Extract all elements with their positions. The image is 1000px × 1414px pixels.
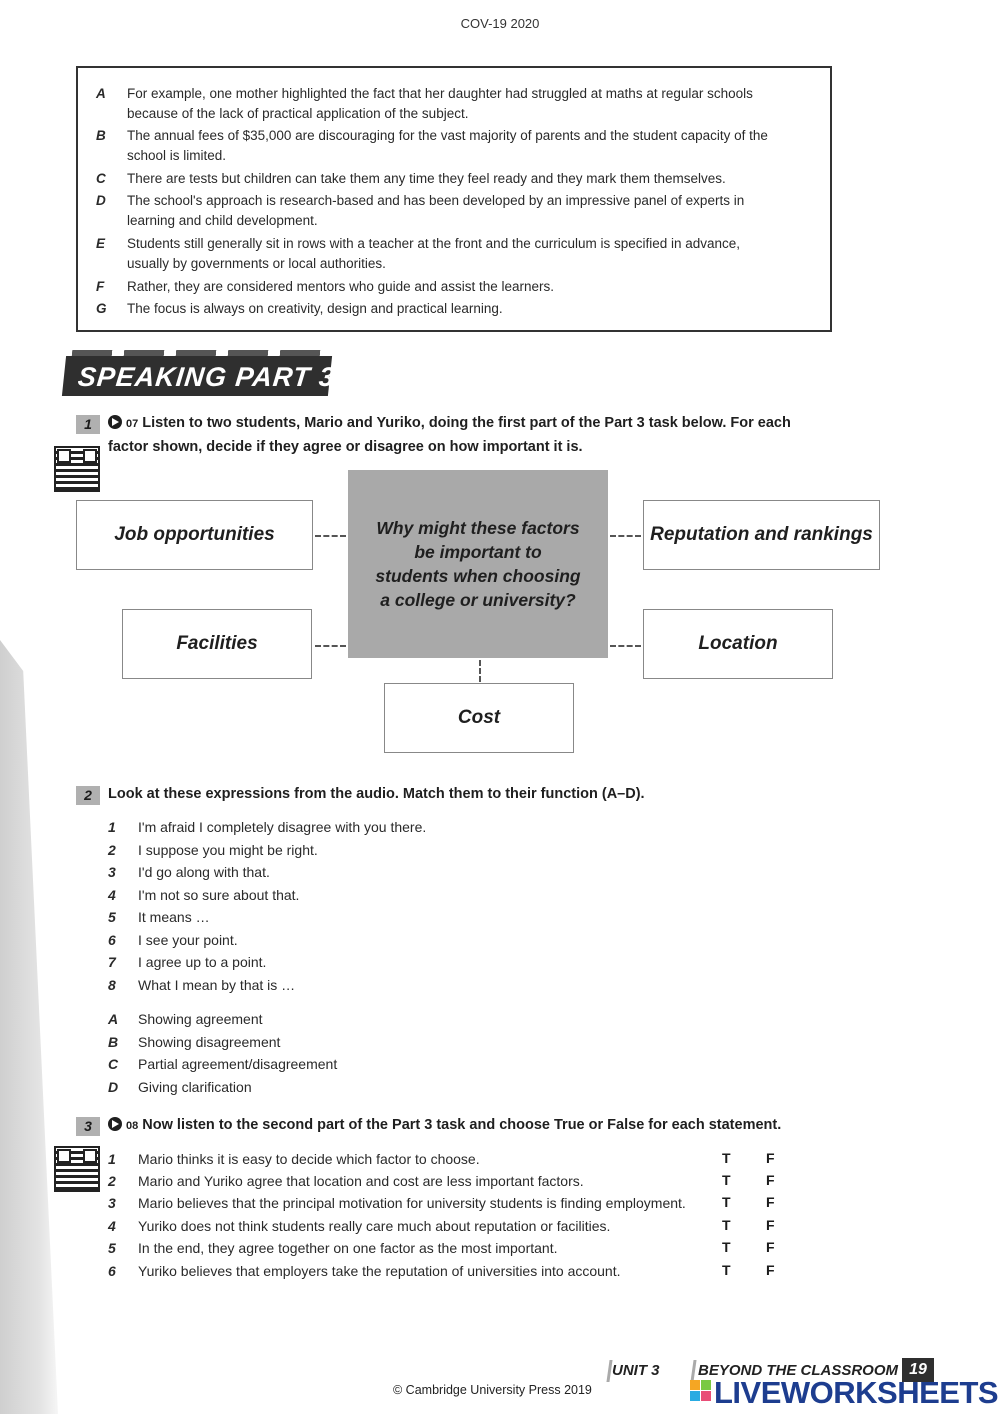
option-text: because of the lack of practical application of the subject. [127,106,469,121]
function-letter: D [108,1079,119,1095]
statement-number: 1 [108,1151,116,1167]
statement-number: 4 [108,1218,116,1234]
option-letter: C [96,171,106,186]
qr-code-icon[interactable] [54,1146,100,1192]
question-number-2: 2 [76,786,100,805]
expression-text: I'd go along with that. [138,864,270,880]
page-header: COV-19 2020 [460,16,540,31]
expression-text: I see your point. [138,932,238,948]
question-number-1: 1 [76,415,100,434]
statement-text: In the end, they agree together on one factor as the most important. [138,1240,558,1256]
function-text: Giving clarification [138,1079,252,1095]
expression-text: I'm afraid I completely disagree with you there. [138,819,427,835]
option-text: usually by governments or local authorities. [127,256,386,271]
audio-track-icon[interactable] [108,1117,122,1131]
statement-text: Mario thinks it is easy to decide which factor to choose. [138,1151,480,1167]
false-option[interactable]: F [766,1217,775,1233]
true-option[interactable]: T [722,1239,731,1255]
false-option[interactable]: F [766,1262,775,1278]
option-letter: A [96,86,106,101]
statement-number: 5 [108,1240,116,1256]
audio-track-icon[interactable] [108,415,122,429]
statement-number: 3 [108,1195,116,1211]
question-number-3: 3 [76,1117,100,1136]
question-2-instruction: Look at these expressions from the audio. Match them to their function (A–D). [108,786,645,802]
copyright: © Cambridge University Press 2019 [393,1383,592,1397]
central-question-line: a college or university? [380,590,576,610]
false-option[interactable]: F [766,1150,775,1166]
option-text: The focus is always on creativity, design and practical learning. [127,301,503,316]
audio-track-number: 08 [126,1120,139,1132]
question-1-instruction [108,412,838,459]
section-title: SPEAKING PART 3 [76,362,337,392]
footer-title: BEYOND THE CLASSROOM [698,1362,899,1379]
qr-code-icon[interactable] [54,446,100,492]
connector-line [610,535,641,537]
factor-facilities: Facilities [122,609,312,679]
option-text: The school's approach is research-based and has been developed by an impressive panel of experts in [127,193,745,208]
function-letter: C [108,1056,119,1072]
function-letter: A [108,1011,119,1027]
expression-number: 8 [108,977,116,993]
central-question-line: students when choosing [375,566,581,586]
central-question-line: be important to [414,542,542,562]
expression-number: 5 [108,909,116,925]
audio-track-number: 07 [126,418,139,430]
false-option[interactable]: F [766,1239,775,1255]
statement-number: 2 [108,1173,116,1189]
option-text: Rather, they are considered mentors who guide and assist the learners. [127,279,554,294]
option-letter: G [96,301,107,316]
option-letter: B [96,128,106,143]
statement-text: Mario and Yuriko agree that location and cost are less important factors. [138,1173,584,1189]
option-text: The annual fees of $35,000 are discouraging for the vast majority of parents and the student capacity of the [127,128,768,143]
option-text: learning and child development. [127,213,318,228]
function-letter: B [108,1034,119,1050]
statement-text: Yuriko believes that employers take the reputation of universities into account. [138,1263,621,1279]
true-option[interactable]: T [722,1150,731,1166]
q3-instruction-text: Now listen to the second part of the Part 3 task and choose True or False for each statement. [142,1117,782,1133]
connector-line [315,645,346,647]
liveworksheets-logo-icon [690,1380,712,1402]
factor-job-opportunities: Job opportunities [76,500,313,570]
connector-line [315,535,346,537]
expression-text: I suppose you might be right. [138,842,318,858]
diagram-central-question [348,470,608,658]
footer-unit: UNIT 3 [612,1362,660,1379]
expression-number: 7 [108,954,116,970]
factor-reputation-and-rankings: Reputation and rankings [643,500,880,570]
connector-line [610,645,641,647]
question-3-instruction [108,1114,781,1138]
statement-number: 6 [108,1263,116,1279]
true-option[interactable]: T [722,1262,731,1278]
option-letter: D [96,193,106,208]
options-box [76,66,832,332]
factor-cost: Cost [384,683,574,753]
false-option[interactable]: F [766,1172,775,1188]
expression-text: I agree up to a point. [138,954,267,970]
option-text: school is limited. [127,148,227,163]
false-option[interactable]: F [766,1194,775,1210]
expression-number: 1 [108,819,116,835]
expression-number: 2 [108,842,116,858]
page-number: 19 [902,1358,934,1382]
expression-text: I'm not so sure about that. [138,887,300,903]
true-option[interactable]: T [722,1172,731,1188]
expression-number: 4 [108,887,116,903]
function-text: Partial agreement/disagreement [138,1056,338,1072]
function-text: Showing agreement [138,1011,263,1027]
liveworksheets-watermark: LIVEWORKSHEETS [714,1375,999,1410]
option-text: Students still generally sit in rows with a teacher at the front and the curriculum is specified in advance, [127,236,741,251]
connector-line [479,660,481,682]
true-option[interactable]: T [722,1217,731,1233]
function-text: Showing disagreement [138,1034,281,1050]
central-question-line: Why might these factors [376,518,580,538]
expression-number: 3 [108,864,116,880]
option-text: There are tests but children can take them any time they feel ready and they mark them themselves. [127,171,726,186]
option-letter: E [96,236,106,251]
q1-line-1: Listen to two students, Mario and Yuriko, doing the first part of the Part 3 task below. For each [142,415,791,431]
expression-number: 6 [108,932,116,948]
option-text: For example, one mother highlighted the fact that her daughter had struggled at maths at regular schools [127,86,753,101]
q1-line-2: factor shown, decide if they agree or disagree on how important it is. [108,439,583,455]
expression-text: What I mean by that is … [138,977,296,993]
footer-bracket [690,1360,696,1382]
statement-text: Yuriko does not think students really care much about reputation or facilities. [138,1218,611,1234]
option-letter: F [96,279,105,294]
page-edge-shadow [0,640,58,1414]
true-option[interactable]: T [722,1194,731,1210]
expression-text: It means … [138,909,210,925]
statement-text: Mario believes that the principal motivation for university students is finding employment. [138,1195,686,1211]
factor-location: Location [643,609,833,679]
